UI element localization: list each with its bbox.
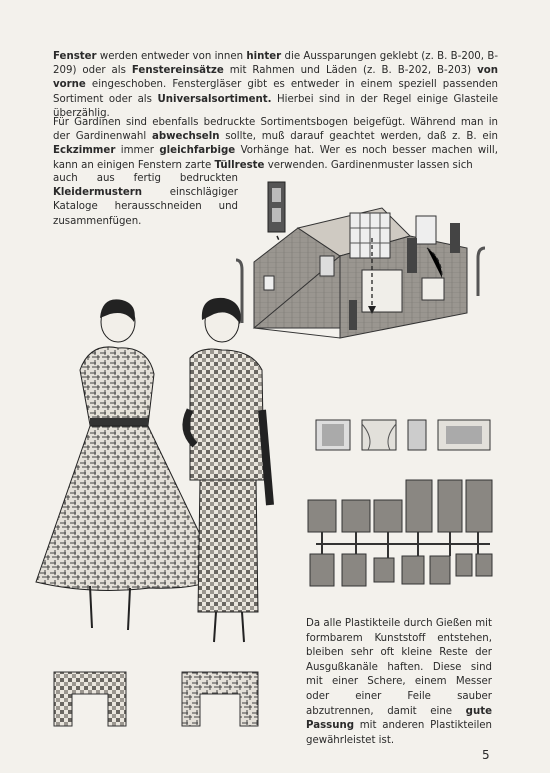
term-abwechseln: abwechseln (151, 131, 220, 143)
text-span: Da alle Plastikteile durch Gießen mit formbarem Kunststoff entstehen, bleiben sehr oft kleine Reste der Ausgußkanäle haften. Diese sind mit einer Schere, einem Messer oder einer Feile sauber abzutrennen, damit eine (306, 618, 492, 717)
paragraph-plastic-parts (306, 617, 492, 748)
text-span: einschlägiger Kataloge herausschneiden und zusammenfügen. (53, 187, 238, 227)
term-gleichfarbige: gleichfarbige (159, 145, 236, 157)
term-fenster: Fenster (53, 51, 97, 62)
page-number: 5 (482, 748, 490, 762)
paragraph-curtains (53, 116, 498, 173)
text-span: werden entweder von innen (96, 51, 247, 62)
term-von-vorne: von vorne (53, 65, 499, 91)
text-span: Hierbei sind in der Regel einige Glasteile überzählig. (53, 93, 498, 119)
paragraph-curtains-continued (53, 172, 238, 229)
term-hinter: hinter (246, 51, 282, 62)
text-span: Für Gardinen sind ebenfalls bedruckte Sortimentsbogen beigefügt. Während man in der Gardinenwahl (53, 117, 498, 143)
text-span: auch aus fertig bedruckten (53, 173, 238, 184)
fabric-frame-cutouts-illustration (52, 670, 262, 728)
fashion-figures-illustration (30, 290, 285, 650)
term-eckzimmer: Eckzimmer (53, 145, 116, 157)
term-kleidermustern: Kleidermustern (53, 187, 143, 199)
paragraph-windows (53, 50, 498, 121)
text-span: Vorhänge hat. Wer es noch besser machen will, kann an einigen Fenstern zarte (53, 145, 498, 171)
window-panes-sprue-illustration (306, 474, 496, 592)
term-universalsortiment: Universalsortiment. (157, 93, 272, 105)
text-span: sollte, muß darauf geachtet werden, daß z. B. ein (219, 131, 498, 143)
text-span: eingeschoben. Fenstergläser gibt es entweder in einem speziell passenden Sortiment oder als (53, 79, 498, 105)
term-gute-passung: gute Passung (306, 705, 492, 732)
term-fenstereinsaetze: Fenstereinsätze (131, 65, 224, 77)
text-span: immer (115, 145, 160, 157)
curtain-samples-illustration (312, 418, 494, 454)
text-span: die Aussparungen geklebt (z. B. B-200, B-209) oder als (53, 51, 499, 77)
text-span: verwenden. Gardinenmuster lassen sich (264, 159, 473, 171)
term-tuellreste: Tüllreste (214, 159, 265, 171)
text-span: mit Rahmen und Läden (z. B. B-202, B-203) (223, 65, 478, 77)
text-span: mit anderen Plastikteilen gewährleistet ist. (306, 720, 492, 746)
